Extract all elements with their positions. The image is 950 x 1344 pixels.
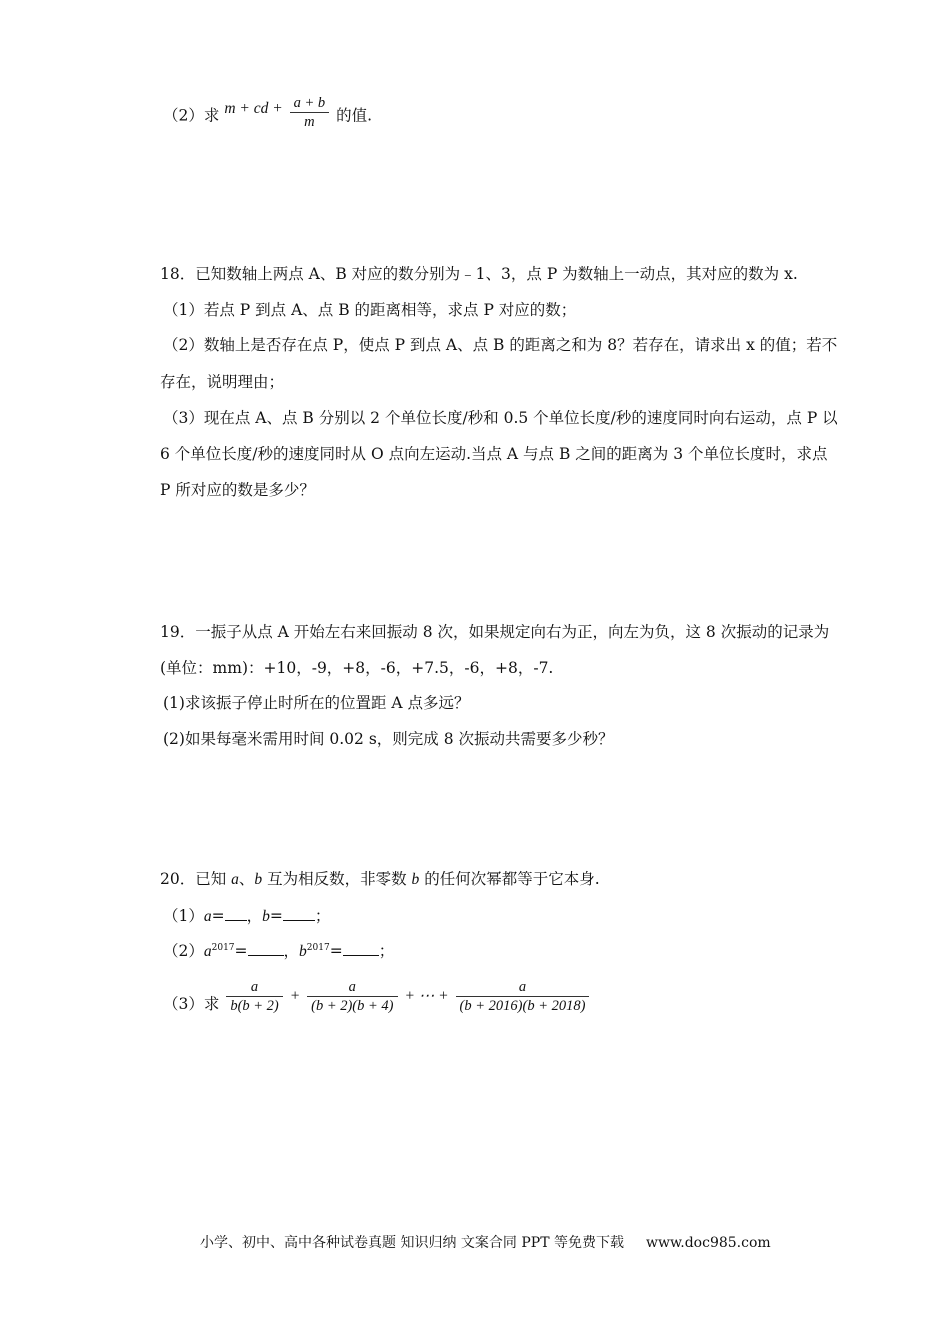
q20-part2-b: b (299, 943, 307, 961)
q20-stem-pre: 20．已知 (160, 870, 232, 888)
q17-frac-numerator: a + b (293, 95, 326, 111)
q20-stem-mid: 、 (238, 870, 255, 888)
q17-part2-prefix: （2）求 (163, 106, 220, 125)
q20-term-2-den: (b + 2)(b + 4) (307, 996, 397, 1015)
q18-stem: 18．已知数轴上两点 A、B 对应的数分别为﹣1、3，点 P 为数轴上一动点，其对应的数为 x. (160, 265, 798, 283)
q20-term-3-num: a (518, 979, 527, 995)
q20-part1 (163, 904, 330, 927)
q20-term-2-num: a (348, 979, 356, 995)
q18-part3-line1: （3）现在点 A、点 B 分别以 2 个单位长度/秒和 0.5 个单位长度/秒的速度同时向右运动，点 P 以 (163, 409, 838, 427)
q20-part2-comma: ， (283, 942, 300, 961)
q20-stem (160, 869, 600, 890)
q18-part1: （1）若点 P 到点 A、点 B 的距离相等，求点 P 对应的数； (163, 301, 577, 319)
q20-stem-post: 的任何次幂都等于它本身. (419, 870, 600, 888)
q20-part1-comma: ， (246, 907, 263, 925)
q20-var-a: a (231, 871, 239, 888)
q20-part1-a: a (203, 908, 212, 925)
q19-part1: (1)求该振子停止时所在的位置距 A 点多远？ (163, 694, 470, 712)
q20-ellipsis: + ⋯ + (404, 987, 449, 1005)
footer-url[interactable]: www.doc985.com (645, 1235, 771, 1251)
answer-blank-a2017[interactable] (248, 939, 284, 956)
q20-term-1-num: a (250, 979, 259, 995)
q20-part2-label: （2） (163, 942, 204, 961)
q17-frac-denominator: m (290, 112, 330, 131)
q18-part3-line3: P 所对应的数是多少？ (160, 481, 315, 499)
q17-part2-suffix: 的值. (336, 106, 373, 125)
q19-part2: (2)如果每毫米需用时间 0.02 s，则完成 8 次振动共需要多少秒？ (163, 730, 614, 748)
q20-var-b: b (254, 871, 263, 888)
q17-part2 (163, 95, 373, 135)
q20-var-b-2: b (411, 871, 420, 888)
q20-part2-eq1: = (234, 942, 248, 961)
answer-blank-a[interactable] (225, 904, 247, 921)
q18-part2-line2: 存在，说明理由； (160, 373, 285, 391)
q20-term-2 (307, 978, 397, 1015)
q20-term-3 (456, 978, 590, 1015)
answer-blank-b2017[interactable] (343, 939, 379, 956)
q19-stem-line1: 19．一振子从点 A 开始左右来回振动 8 次，如果规定向右为正，向左为负，这 8 次振动的记录为 (160, 623, 830, 641)
q20-part1-b: b (262, 908, 270, 925)
q20-term-3-den: (b + 2016)(b + 2018) (456, 996, 590, 1015)
q20-part1-label: （1） (163, 907, 204, 925)
answer-blank-b[interactable] (283, 904, 315, 921)
q17-expr-lead: m + cd + (224, 99, 283, 117)
footer-text: 小学、初中、高中各种试卷真题 知识归纳 文案合同 PPT 等免费下载 (200, 1235, 624, 1251)
q20-part1-eq1: = (211, 907, 225, 925)
q20-part2-semicolon: ； (378, 942, 395, 961)
q20-part2-eq2: = (329, 942, 343, 961)
q20-part1-eq2: = (269, 907, 283, 925)
q20-stem-mid2: 互为相反数，非零数 (262, 870, 412, 888)
q20-term-1-den: b(b + 2) (226, 996, 282, 1015)
q19-stem-line2: (单位：mm)：+10，-9，+8，-6，+7.5，-6，+8，-7. (160, 659, 554, 677)
q18-part3-line2: 6 个单位长度/秒的速度同时从 O 点向左运动.当点 A 与点 B 之间的距离为 3 个单位长度时，求点 (160, 445, 828, 463)
q18-part2-line1: （2）数轴上是否存在点 P，使点 P 到点 A、点 B 的距离之和为 8？若存在，请求出 x 的值；若不 (163, 336, 838, 354)
q20-plus: + (289, 987, 301, 1005)
q20-part3-label: （3）求 (163, 994, 220, 1013)
q20-part2-a: a (203, 943, 212, 961)
q20-part2-exp-b: 2017 (306, 943, 330, 953)
page-footer (200, 1232, 771, 1252)
q20-part3 (163, 978, 591, 1015)
q20-part2 (163, 938, 394, 962)
q20-term-1 (226, 978, 282, 1015)
q20-part1-semicolon: ； (314, 907, 331, 925)
q17-fraction (290, 94, 330, 131)
q20-part2-exp-a: 2017 (211, 943, 235, 953)
